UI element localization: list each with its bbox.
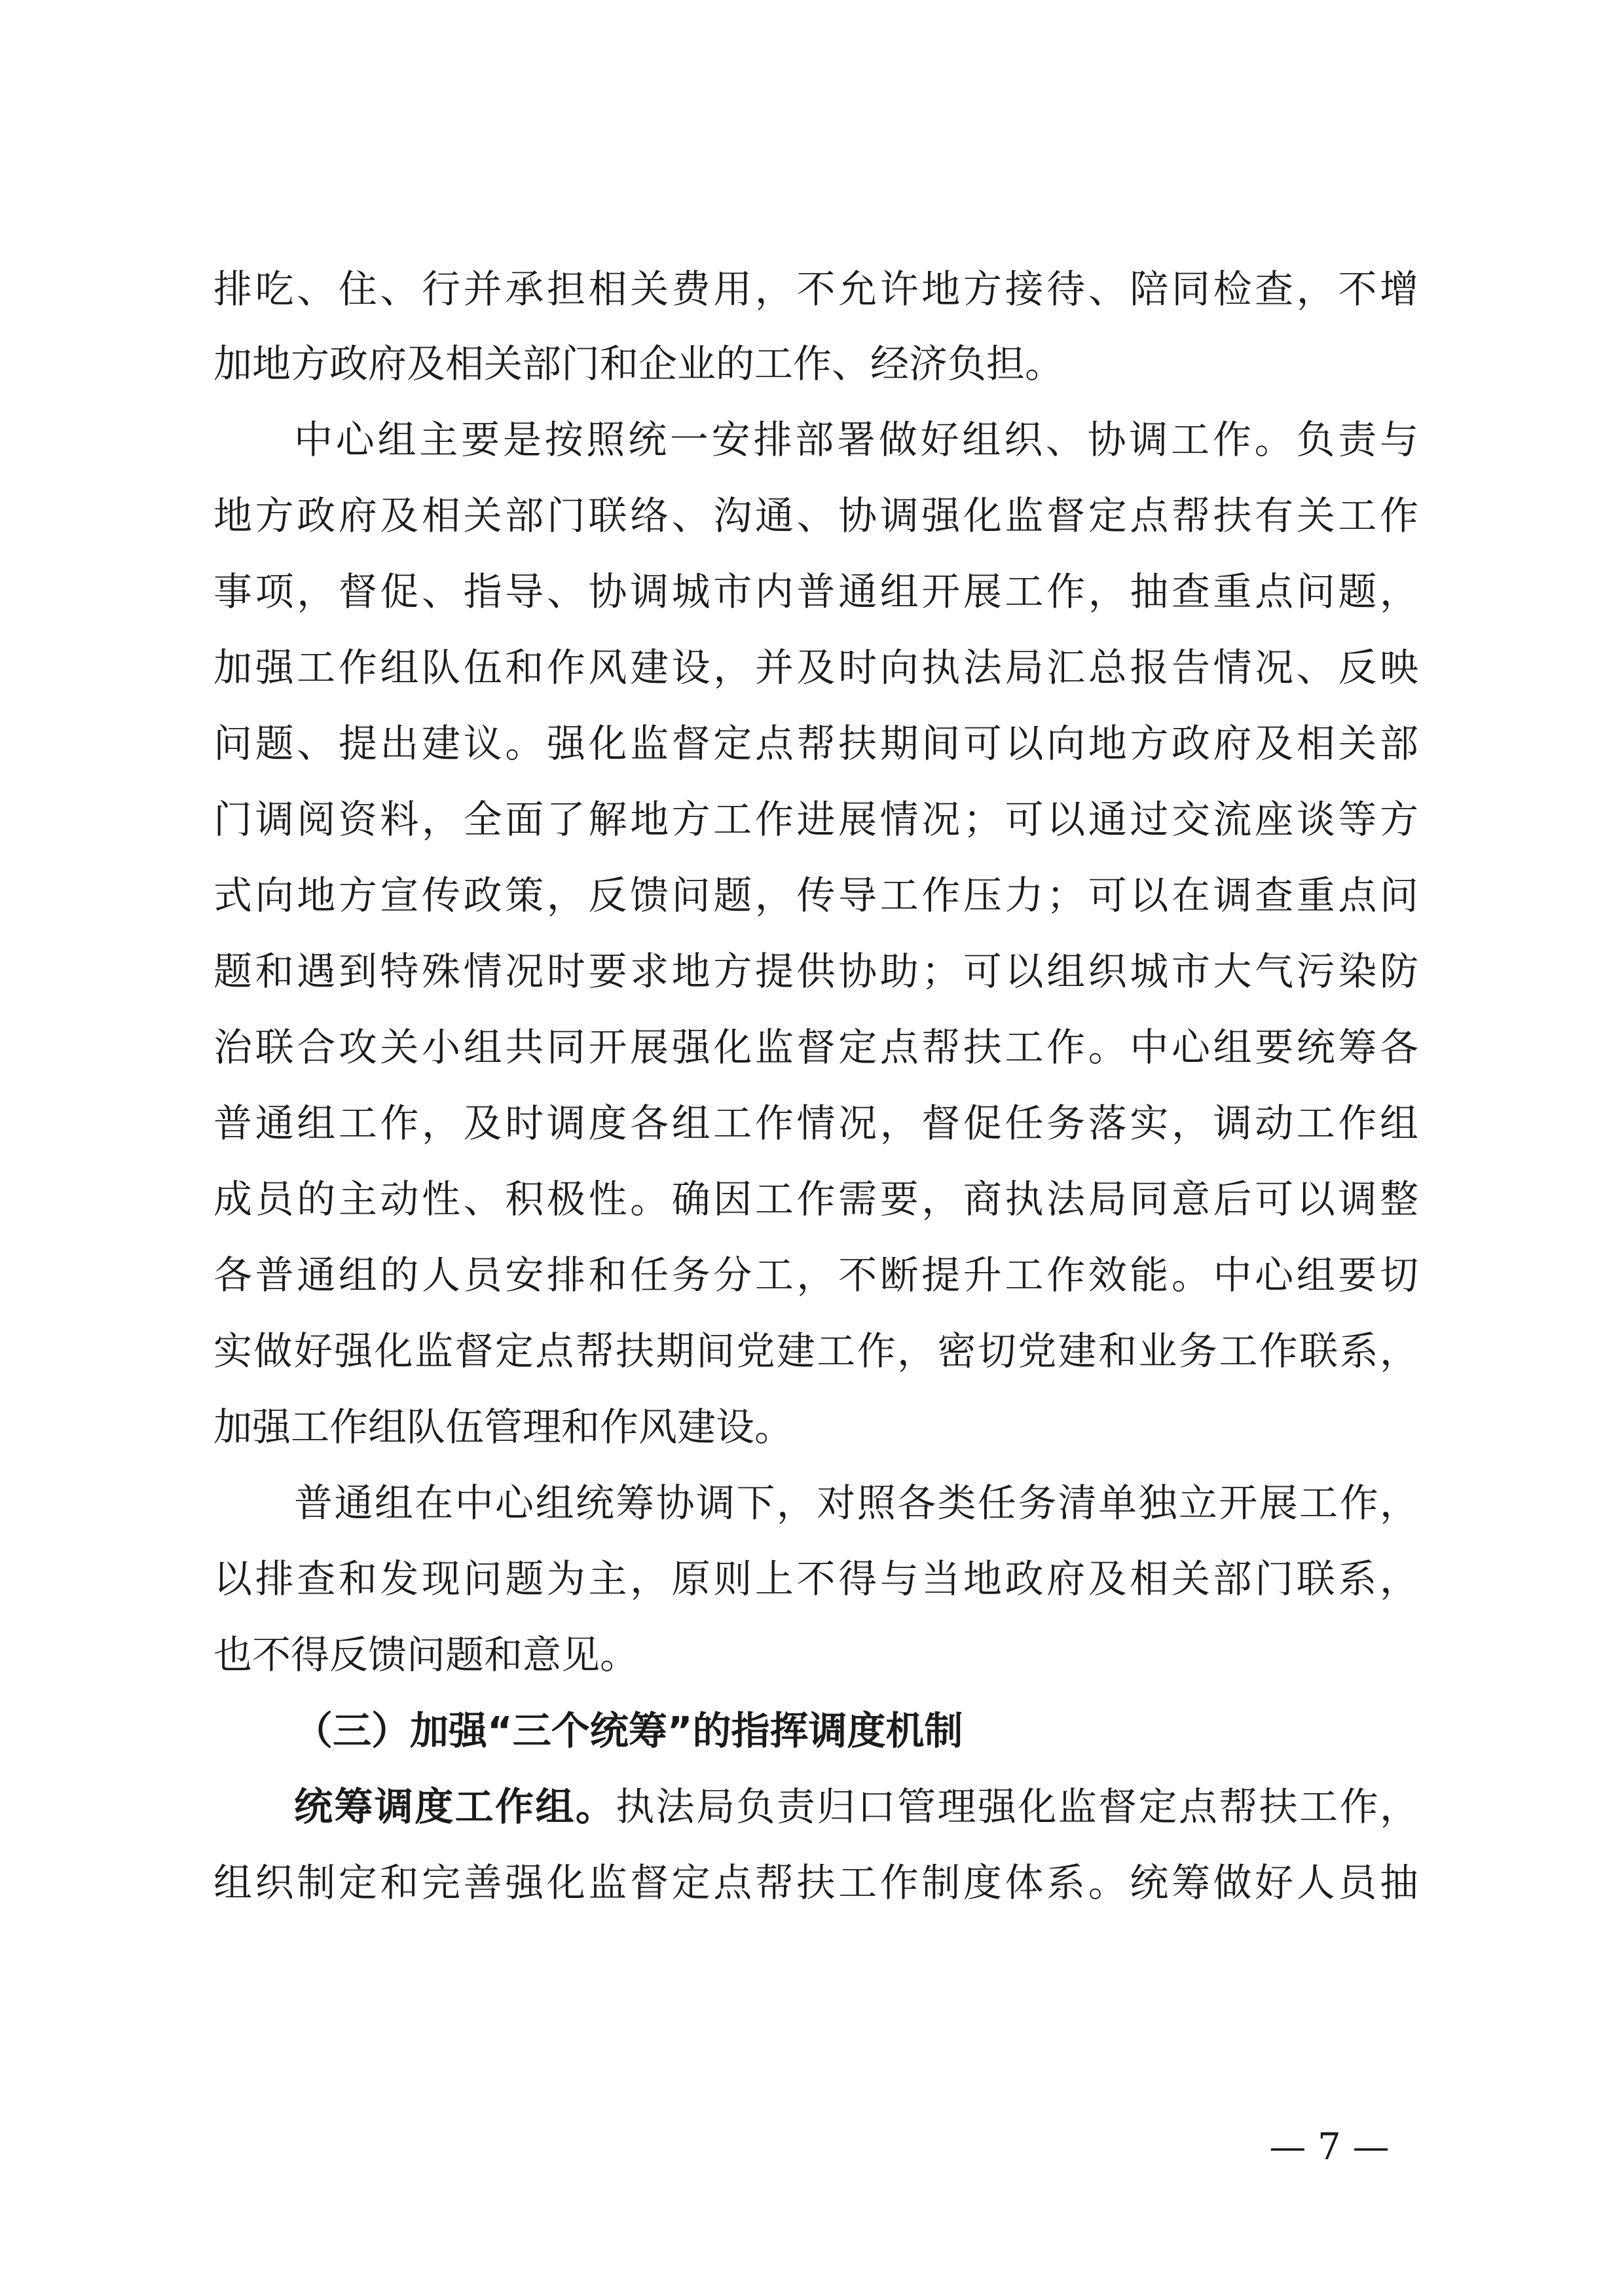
paragraph-line: 加强工作组队伍管理和作风建设。 xyxy=(213,1404,794,1449)
section-heading: （三）加强“三个统筹”的指挥调度机制 xyxy=(294,1708,963,1753)
paragraph-line: 普通组工作，及时调度各组工作情况，督促任务落实，调动工作组 xyxy=(213,1101,1418,1146)
paragraph-line xyxy=(294,1776,1418,1838)
paragraph-line: 加强工作组队伍和作风建设，并及时向执法局汇总报告情况、反映 xyxy=(213,645,1418,690)
paragraph-line: 题和遇到特殊情况时要求地方提供协助；可以组织城市大气污染防 xyxy=(213,949,1418,994)
paragraph-line: 实做好强化监督定点帮扶期间党建工作，密切党建和业务工作联系， xyxy=(213,1328,1418,1374)
paragraph-line: 门调阅资料，全面了解地方工作进展情况；可以通过交流座谈等方 xyxy=(213,797,1418,842)
paragraph-line: 以排查和发现问题为主，原则上不得与当地政府及相关部门联系， xyxy=(213,1556,1418,1601)
paragraph-line: 问题、提出建议。强化监督定点帮扶期间可以向地方政府及相关部 xyxy=(213,721,1418,766)
paragraph-line: 也不得反馈问题和意见。 xyxy=(213,1632,639,1677)
paragraph-line: 排吃、住、行并承担相关费用，不允许地方接待、陪同检查，不增 xyxy=(213,266,1418,312)
paragraph-line: 组织制定和完善强化监督定点帮扶工作制度体系。统筹做好人员抽 xyxy=(213,1860,1418,1905)
page-number: — 7 — xyxy=(1269,2126,1390,2168)
paragraph-line: 地方政府及相关部门联络、沟通、协调强化监督定点帮扶有关工作 xyxy=(213,493,1418,538)
bold-lead-text: 统筹调度工作组。 xyxy=(294,1784,616,1829)
paragraph-line: 各普通组的人员安排和任务分工，不断提升工作效能。中心组要切 xyxy=(213,1252,1418,1298)
paragraph-line: 加地方政府及相关部门和企业的工作、经济负担。 xyxy=(213,341,1064,386)
paragraph-line: 普通组在中心组统筹协调下，对照各类任务清单独立开展工作， xyxy=(294,1480,1418,1525)
paragraph-line: 事项，督促、指导、协调城市内普通组开展工作，抽查重点问题， xyxy=(213,569,1418,614)
paragraph-line-rest: 执法局负责归口管理强化监督定点帮扶工作， xyxy=(616,1784,1418,1829)
paragraph-line: 治联合攻关小组共同开展强化监督定点帮扶工作。中心组要统筹各 xyxy=(213,1025,1418,1070)
paragraph-line: 式向地方宣传政策，反馈问题，传导工作压力；可以在调查重点问 xyxy=(213,873,1418,918)
paragraph-line: 成员的主动性、积极性。确因工作需要，商执法局同意后可以调整 xyxy=(213,1176,1418,1222)
paragraph-line: 中心组主要是按照统一安排部署做好组织、协调工作。负责与 xyxy=(294,417,1418,462)
